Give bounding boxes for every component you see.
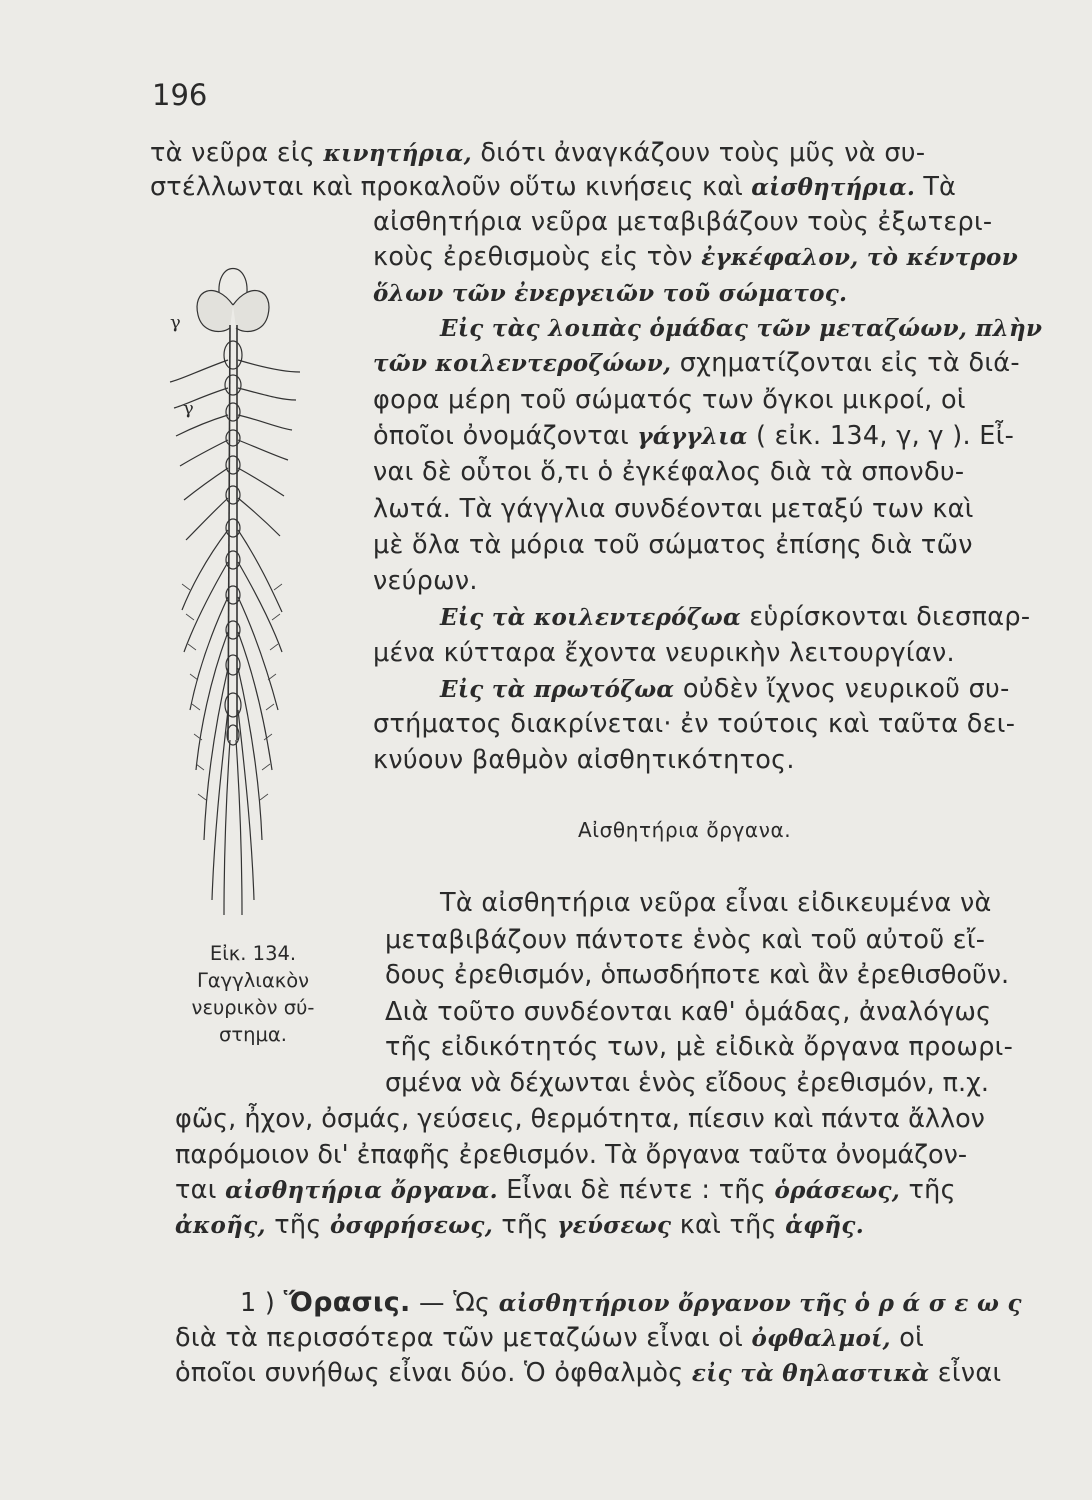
text-line: μένα κύτταρα ἔχοντα νευρικὴν λειτουργίαν. bbox=[373, 638, 955, 668]
text-line: μεταβιβάζουν πάντοτε ἑνὸς καὶ τοῦ αὐτοῦ εἴ- bbox=[385, 925, 986, 955]
caption-line: Γαγγλιακὸν bbox=[196, 969, 310, 992]
text-line: ὁποῖοι ὀνομάζονται γάγγλια ( εἰκ. 134, γ, γ ). Εἶ- bbox=[373, 421, 1015, 451]
text-line: ἀκοῆς, τῆς ὀσφρήσεως, τῆς γεύσεως καὶ τῆς ἁφῆς. bbox=[175, 1210, 865, 1240]
text-line: ὁποῖοι συνήθως εἶναι δύο. Ὁ ὀφθαλμὸς εἰς τὰ θηλαστικὰ εἶναι bbox=[175, 1358, 1002, 1388]
caption-line: Εἰκ. 134. bbox=[209, 942, 297, 965]
text-line: διὰ τὰ περισσότερα τῶν μεταζώων εἶναι οἱ ὀφθαλμοί, οἱ bbox=[175, 1323, 925, 1353]
text-line: τὰ νεῦρα εἰς κινητήρια, διότι ἀναγκάζουν τοὺς μῦς νὰ συ- bbox=[150, 138, 926, 168]
text-line: φορα μέρη τοῦ σώματός των ὄγκοι μικροί, οἱ bbox=[373, 385, 966, 415]
text-line: φῶς, ἦχον, ὀσμάς, γεύσεις, θερμότητα, πίεσιν καὶ πάντα ἄλλον bbox=[175, 1104, 985, 1134]
text-line: τῶν κοιλεντεροζώων, σχηματίζονται εἰς τὰ διά- bbox=[373, 348, 1020, 378]
text-line: σμένα νὰ δέχωνται ἑνὸς εἴδους ἐρεθισμόν, π.χ. bbox=[385, 1068, 989, 1098]
text-line: Εἰς τὰς λοιπὰς ὁμάδας τῶν μεταζώων, πλὴν bbox=[440, 315, 1043, 342]
text-line: νεύρων. bbox=[373, 566, 478, 596]
text-line: κοὺς ἐρεθισμοὺς εἰς τὸν ἐγκέφαλον, τὸ κέντρον bbox=[373, 242, 1018, 272]
caption-line: νευρικὸν σύ- bbox=[191, 996, 315, 1019]
ganglion-nervous-system-figure bbox=[150, 260, 320, 920]
figure-caption bbox=[178, 940, 328, 1048]
text-line: δους ἐρεθισμόν, ὁπωσδήποτε καὶ ἂν ἐρεθισθοῦν. bbox=[385, 960, 1010, 990]
figure-label-gamma-mid: γ bbox=[183, 398, 194, 419]
text-line: μὲ ὅλα τὰ μόρια τοῦ σώματος ἐπίσης διὰ τῶν bbox=[373, 530, 973, 560]
text-line: Τὰ αἰσθητήρια νεῦρα εἶναι εἰδικευμένα νὰ bbox=[440, 888, 992, 918]
text-line: λωτά. Τὰ γάγγλια συνδέονται μεταξύ των καὶ bbox=[373, 494, 974, 524]
caption-line: στημα. bbox=[219, 1023, 287, 1046]
text-line: ὅλων τῶν ἐνεργειῶν τοῦ σώματος. bbox=[373, 280, 848, 307]
text-line: ναι δὲ οὗτοι ὅ,τι ὁ ἐγκέφαλος διὰ τὰ σπονδυ- bbox=[373, 457, 965, 487]
text-line: 1 ) Ὅρασις. — Ὡς αἰσθητήριον ὄργανον τῆς ὁ ρ ά σ ε ω ς bbox=[240, 1287, 1022, 1318]
text-line: παρόμοιον δι' ἐπαφῆς ἐρεθισμόν. Τὰ ὄργανα ταῦτα ὀνομάζον- bbox=[175, 1140, 968, 1170]
text-line: ται αἰσθητήρια ὄργανα. Εἶναι δὲ πέντε : τῆς ὁράσεως, τῆς bbox=[175, 1175, 956, 1205]
section-heading: Αἰσθητήρια ὄργανα. bbox=[578, 818, 792, 842]
text-line: στήματος διακρίνεται· ἐν τούτοις καὶ ταῦτα δει- bbox=[373, 709, 1016, 739]
text-line: τῆς εἰδικότητός των, μὲ εἰδικὰ ὄργανα προωρι- bbox=[385, 1032, 1014, 1062]
text-line: κνύουν βαθμὸν αἰσθητικότητος. bbox=[373, 745, 795, 775]
text-line: αἰσθητήρια νεῦρα μεταβιβάζουν τοὺς ἐξωτερι- bbox=[373, 207, 993, 237]
text-line: Εἰς τὰ πρωτόζωα οὐδὲν ἴχνος νευρικοῦ συ- bbox=[440, 674, 1010, 704]
figure-label-gamma-top: γ bbox=[170, 312, 181, 333]
text-line: Εἰς τὰ κοιλεντερόζωα εὑρίσκονται διεσπαρ- bbox=[440, 602, 1031, 632]
text-line: Διὰ τοῦτο συνδέονται καθ' ὁμάδας, ἀναλόγως bbox=[385, 997, 992, 1027]
page-number: 196 bbox=[152, 78, 208, 112]
text-line: στέλλωνται καὶ προκαλοῦν οὕτω κινήσεις καὶ αἰσθητήρια. Τὰ bbox=[150, 172, 957, 202]
